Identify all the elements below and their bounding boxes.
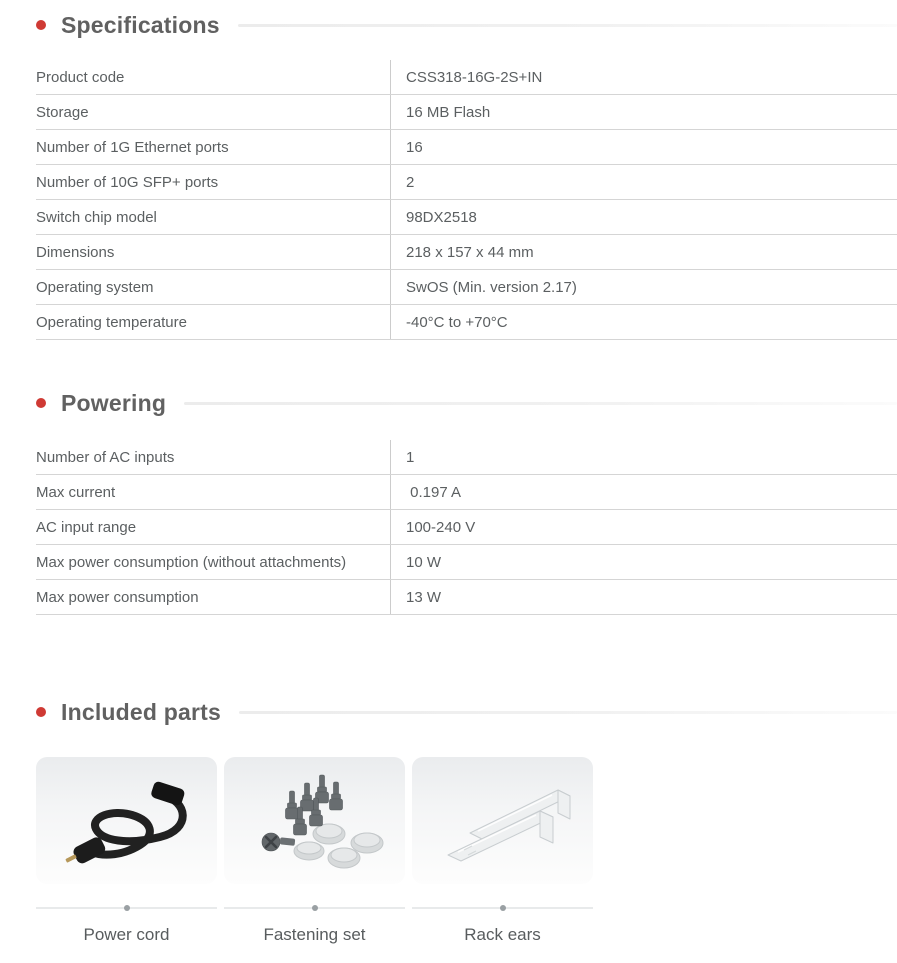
part-card: [224, 757, 405, 884]
spec-row: [36, 235, 897, 270]
spec-row: [36, 475, 897, 510]
spec-row: [36, 130, 897, 165]
spec-value: 100-240 V: [390, 510, 897, 544]
spec-row: [36, 305, 897, 340]
spec-label: Number of 10G SFP+ ports: [36, 173, 219, 191]
spec-value: CSS318-16G-2S+IN: [390, 60, 897, 94]
carousel-indicator: [224, 907, 405, 909]
carousel-indicator: [412, 907, 593, 909]
spec-value: 16: [390, 130, 897, 164]
specifications-heading: [36, 8, 897, 42]
powering-table: [36, 440, 897, 615]
section-included-parts: [36, 695, 897, 945]
red-bullet-icon: [36, 707, 46, 717]
spec-value: 0.197 A: [390, 475, 897, 509]
spec-label: Dimensions: [36, 243, 115, 261]
section-title: Included parts: [61, 698, 221, 725]
spec-value: SwOS (Min. version 2.17): [390, 270, 897, 304]
spec-label: Max power consumption: [36, 588, 199, 606]
included-parts-cards: [36, 757, 897, 945]
power-cord-image: [36, 757, 217, 884]
spec-value: 2: [390, 165, 897, 199]
spec-row: [36, 60, 897, 95]
fastening-set-image: [224, 757, 405, 884]
spec-row: [36, 510, 897, 545]
carousel-dot-icon: [312, 905, 318, 911]
carousel-indicator: [36, 907, 217, 909]
red-bullet-icon: [36, 20, 46, 30]
spec-label: Number of 1G Ethernet ports: [36, 138, 229, 156]
spec-row: [36, 200, 897, 235]
specifications-table: [36, 60, 897, 340]
spec-label: Operating temperature: [36, 313, 187, 331]
spec-label: AC input range: [36, 518, 137, 536]
spec-row: [36, 95, 897, 130]
spec-row: [36, 580, 897, 615]
part-card: [36, 757, 217, 884]
carousel-dot-icon: [124, 905, 130, 911]
spec-label: Switch chip model: [36, 208, 157, 226]
part-item-power-cord: [36, 757, 217, 945]
heading-rule: [184, 402, 897, 405]
included-parts-heading: [36, 695, 897, 729]
section-specifications: [36, 8, 897, 340]
section-title: Powering: [61, 389, 167, 416]
spec-value: 98DX2518: [390, 200, 897, 234]
spec-label: Max power consumption (without attachments): [36, 553, 347, 571]
powering-heading: [36, 386, 897, 420]
part-item-fastening-set: [224, 757, 405, 945]
spec-row: [36, 165, 897, 200]
spec-label: Storage: [36, 103, 89, 121]
part-label: Rack ears: [464, 925, 541, 944]
heading-rule: [239, 711, 897, 714]
spec-label: Number of AC inputs: [36, 448, 175, 466]
part-label: Fastening set: [263, 925, 366, 944]
part-card: [412, 757, 593, 884]
rack-ears-image: [412, 757, 593, 884]
spec-row: [36, 440, 897, 475]
part-label: Power cord: [83, 925, 170, 944]
carousel-dot-icon: [500, 905, 506, 911]
section-powering: [36, 386, 897, 615]
spec-value: 1: [390, 440, 897, 474]
heading-rule: [238, 24, 897, 27]
spec-value: 13 W: [390, 580, 897, 614]
section-title: Specifications: [61, 11, 220, 38]
part-item-rack-ears: [412, 757, 593, 945]
spec-value: 218 x 157 x 44 mm: [390, 235, 897, 269]
spec-row: [36, 270, 897, 305]
spec-label: Product code: [36, 68, 125, 86]
red-bullet-icon: [36, 398, 46, 408]
spec-row: [36, 545, 897, 580]
spec-value: -40°C to +70°C: [390, 305, 897, 339]
spec-label: Operating system: [36, 278, 154, 296]
spec-label: Max current: [36, 483, 116, 501]
spec-value: 16 MB Flash: [390, 95, 897, 129]
spec-value: 10 W: [390, 545, 897, 579]
